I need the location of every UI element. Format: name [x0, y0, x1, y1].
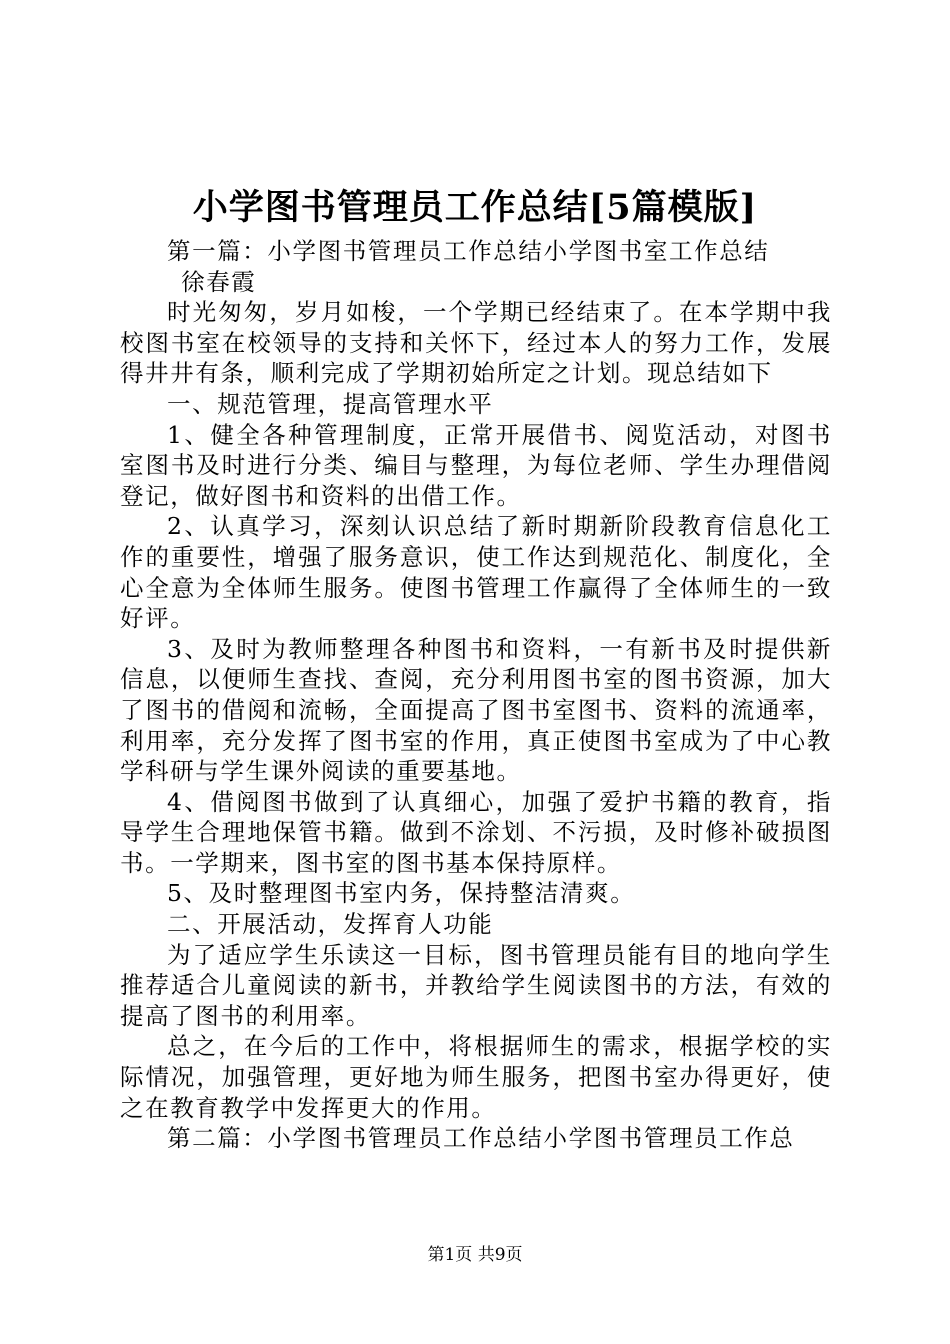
paragraph-item-5: 5、及时整理图书室内务，保持整洁清爽。	[167, 879, 636, 908]
document-title: 小学图书管理员工作总结[5篇模版]	[192, 187, 758, 228]
paragraph-item-2: 2、认真学习，深刻认识总结了新时期新阶段教育信息化工作的重要性，增强了服务意识，使工作达到规范化、制度化，全心全意为全体师生服务。使图书管理工作赢得了全体师生的一致好评。	[120, 512, 832, 633]
document-body	[120, 236, 832, 1154]
paragraph-heading-2: 二、开展活动，发挥育人功能	[167, 910, 494, 939]
paragraph-author: 徐春霞	[181, 267, 257, 296]
paragraph-item-4: 4、借阅图书做到了认真细心，加强了爱护书籍的教育，指导学生合理地保管书籍。做到不涂划、不污损，及时修补破损图书。一学期来，图书室的图书基本保持原样。	[120, 787, 832, 877]
paragraph-item-3: 3、及时为教师整理各种图书和资料，一有新书及时提供新信息，以便师生查找、查阅，充分利用图书室的图书资源，加大了图书的借阅和流畅，全面提高了图书室图书、资料的流通率，利用率，充分发挥了图书室的作用，真正使图书室成为了中心教学科研与学生课外阅读的重要基地。	[120, 634, 832, 786]
paragraph-item-1: 1、健全各种管理制度，正常开展借书、阅览活动，对图书室图书及时进行分类、编目与整理，为每位老师、学生办理借阅登记，做好图书和资料的出借工作。	[120, 420, 832, 510]
paragraph-intro: 时光匆匆，岁月如梭，一个学期已经结束了。在本学期中我校图书室在校领导的支持和关怀下，经过本人的努力工作，发展得井井有条，顺利完成了学期初始所定之计划。现总结如下	[120, 298, 832, 388]
page-number-footer: 第1页 共9页	[427, 1245, 523, 1265]
paragraph-section1-heading: 第一篇：小学图书管理员工作总结小学图书室工作总结	[167, 237, 770, 265]
paragraph-conclusion: 总之，在今后的工作中，将根据师生的需求，根据学校的实际情况，加强管理，更好地为师生服务，把图书室办得更好，使之在教育教学中发挥更大的作用。	[120, 1032, 832, 1122]
paragraph-section2-heading: 第二篇：小学图书管理员工作总结小学图书管理员工作总	[167, 1124, 795, 1153]
paragraph-heading-1: 一、规范管理，提高管理水平	[167, 389, 494, 418]
paragraph-activities: 为了适应学生乐读这一目标，图书管理员能有目的地向学生推荐适合儿童阅读的新书，并教给学生阅读图书的方法，有效的提高了图书的利用率。	[120, 940, 832, 1030]
